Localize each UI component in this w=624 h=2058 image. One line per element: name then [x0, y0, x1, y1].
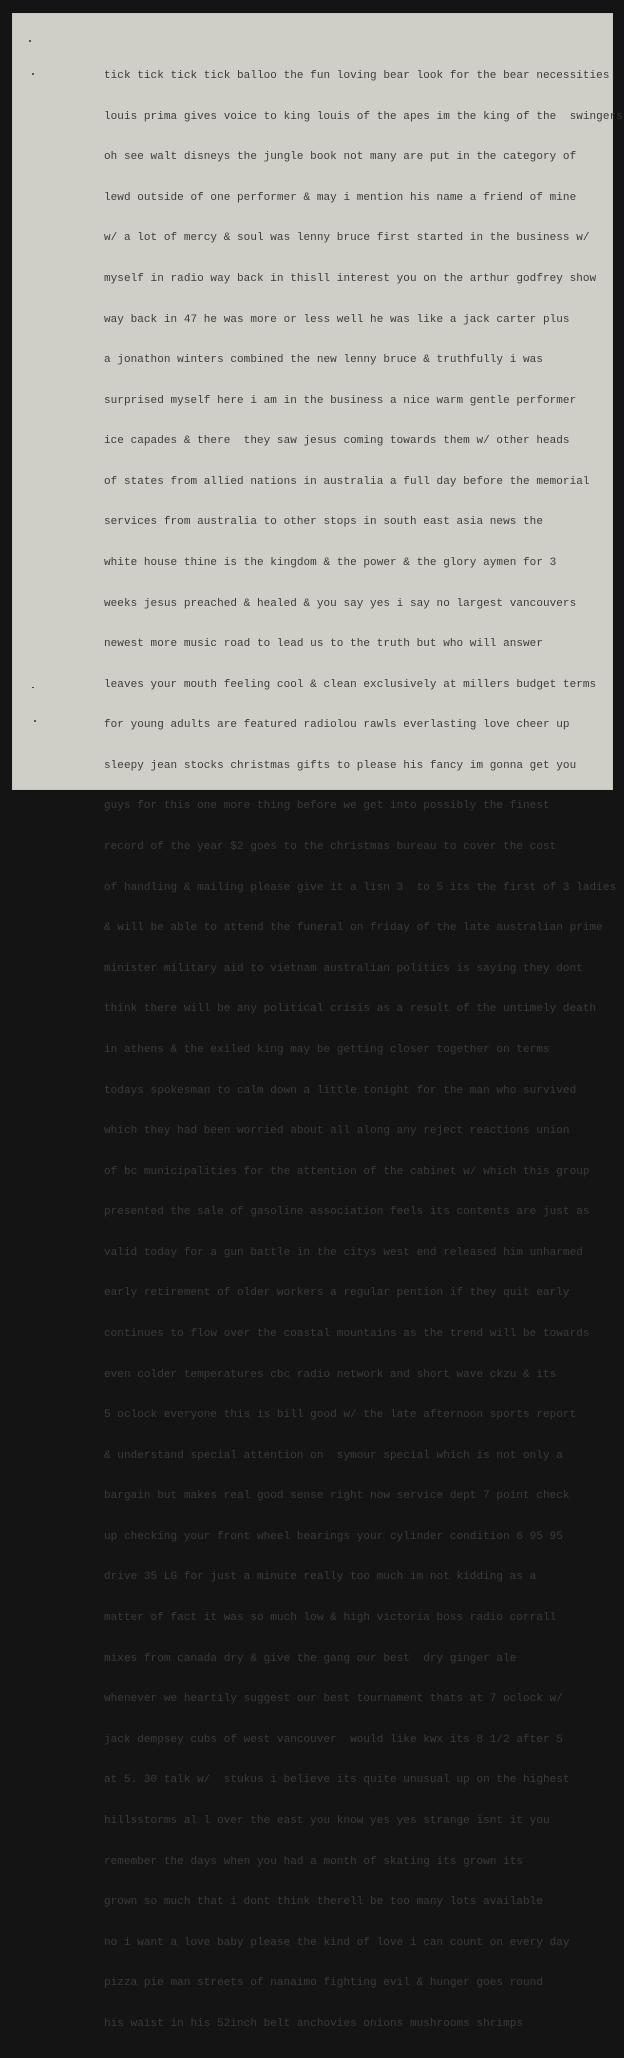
- text-line: of bc municipalities for the attention of the cabinet w/ which this group: [104, 1165, 590, 1178]
- paper-page: [12, 13, 623, 2030]
- text-line: up checking your front wheel bearings your cylinder condition 6 95 95: [104, 1530, 563, 1543]
- text-line: services from australia to other stops in south east asia news the: [104, 516, 543, 529]
- text-line: pizza pie man streets of nanaimo fighting evil & hunger goes round: [104, 1977, 543, 1990]
- text-line: w/ a lot of mercy & soul was lenny bruce first started in the business w/: [104, 232, 590, 245]
- text-line: drive 35 LG for just a minute really too much im not kidding as a: [104, 1571, 537, 1584]
- text-line: sleepy jean stocks christmas gifts to please his fancy im gonna get you: [104, 759, 577, 772]
- punch-mark: [32, 73, 34, 75]
- text-line: jack dempsey cubs of west vancouver would like kwx its 8 1/2 after 5: [104, 1733, 563, 1746]
- text-line: & understand special attention on symour special which is not only a: [104, 1449, 563, 1462]
- text-line: newest more music road to lead us to the truth but who will answer: [104, 638, 543, 651]
- text-line: whenever we heartily suggest our best tournament thats at 7 oclock w/: [104, 1693, 563, 1706]
- text-line: surprised myself here i am in the business a nice warm gentle performer: [104, 394, 577, 407]
- text-line: his waist in his 52inch belt anchovies onions mushrooms shrimps: [104, 2017, 524, 2030]
- text-line: minister military aid to vietnam australian politics is saying they dont: [104, 962, 583, 975]
- text-line: & will be able to attend the funeral on friday of the late australian prime: [104, 922, 603, 935]
- text-line: think there will be any political crisis as a result of the untimely death: [104, 1003, 597, 1016]
- text-line: presented the sale of gasoline association feels its contents are just as: [104, 1206, 590, 1219]
- text-line: remember the days when you had a month of skating its grown its: [104, 1855, 524, 1868]
- text-line: lewd outside of one performer & may i mention his name a friend of mine: [104, 191, 577, 204]
- text-line: in athens & the exiled king may be getting closer together on terms: [104, 1043, 550, 1056]
- text-line: even colder temperatures cbc radio network and short wave ckzu & its: [104, 1368, 557, 1381]
- text-line: way back in 47 he was more or less well he was like a jack carter plus: [104, 313, 570, 326]
- text-line: oh see walt disneys the jungle book not many are put in the category of: [104, 151, 577, 164]
- text-line: white house thine is the kingdom & the power & the glory aymen for 3: [104, 557, 557, 569]
- text-line: of handling & mailing please give it a lisn 3 to 5 its the first of 3 ladies: [104, 881, 617, 894]
- text-line: a jonathon winters combined the new lenny bruce & truthfully i was: [104, 354, 543, 367]
- typewritten-text: [104, 43, 623, 2058]
- text-line: tick tick tick tick balloo the fun loving bear look for the bear necessities: [104, 70, 610, 83]
- text-line: 5 oclock everyone this is bill good w/ the late afternoon sports report: [104, 1409, 577, 1422]
- text-line: of states from allied nations in australia a full day before the memorial: [104, 475, 590, 488]
- text-line: guys for this one more thing before we get into possibly the finest: [104, 800, 550, 813]
- punch-mark: [32, 687, 34, 688]
- text-line: leaves your mouth feeling cool & clean exclusively at millers budget terms: [104, 678, 597, 691]
- text-line: hillsstorms al l over the east you know yes yes strange isnt it you: [104, 1814, 550, 1827]
- text-line: for young adults are featured radiolou rawls everlasting love cheer up: [104, 719, 570, 732]
- punch-mark: [29, 40, 31, 42]
- text-line: continues to flow over the coastal mountains as the trend will be towards: [104, 1327, 590, 1340]
- text-line: at 5. 30 talk w/ stukus i believe its quite unusual up on the highest: [104, 1774, 570, 1787]
- text-line: early retirement of older workers a regular pention if they quit early: [104, 1287, 570, 1300]
- text-line: weeks jesus preached & healed & you say yes i say no largest vancouvers: [104, 597, 577, 610]
- text-line: mixes from canada dry & give the gang our best dry ginger ale: [104, 1652, 517, 1665]
- text-line: valid today for a gun battle in the citys west end released him unharmed: [104, 1246, 583, 1259]
- text-line: louis prima gives voice to king louis of the apes im the king of the swingers: [104, 110, 623, 123]
- text-line: bargain but makes real good sense right now service dept 7 point check: [104, 1490, 570, 1503]
- text-line: no i want a love baby please the kind of love i can count on every day: [104, 1936, 570, 1949]
- text-line: record of the year $2 goes to the christmas bureau to cover the cost: [104, 841, 557, 854]
- text-line: matter of fact it was so much low & high victoria boss radio corrall: [104, 1612, 557, 1625]
- text-line: which they had been worried about all along any reject reactions union: [104, 1125, 570, 1138]
- text-line: grown so much that i dont think therell be too many lots available: [104, 1896, 543, 1909]
- text-line: myself in radio way back in thisll interest you on the arthur godfrey show: [104, 272, 597, 285]
- text-line: ice capades & there they saw jesus coming towards them w/ other heads: [104, 435, 570, 448]
- text-line: todays spokesman to calm down a little tonight for the man who survived: [104, 1084, 577, 1097]
- punch-mark: [34, 720, 36, 722]
